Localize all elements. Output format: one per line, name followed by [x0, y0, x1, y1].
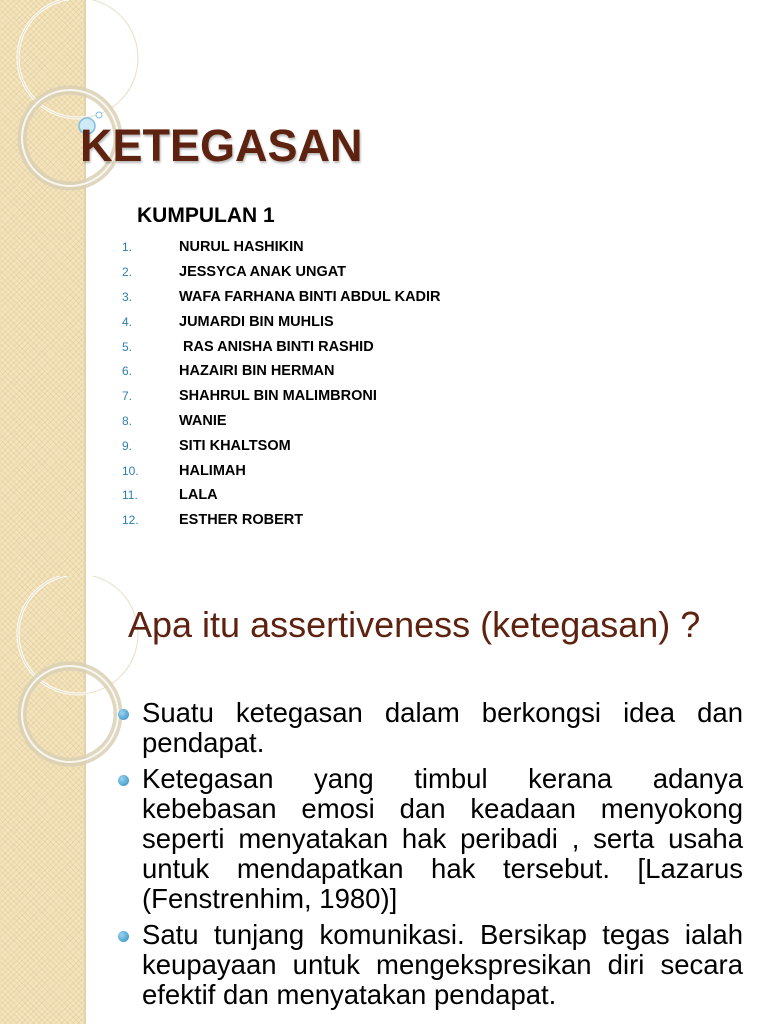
slide-title: KETEGASAN: [80, 120, 363, 171]
list-number: 6.: [122, 364, 133, 379]
member-name: WANIE: [179, 412, 227, 429]
list-item: [120, 334, 441, 359]
list-number: 11.: [122, 488, 138, 503]
member-name: RAS ANISHA BINTI RASHID: [179, 338, 374, 355]
list-item: [120, 384, 441, 409]
member-name: NURUL HASHIKIN: [179, 239, 304, 256]
list-number: 1.: [122, 240, 133, 255]
slide-title: Apa itu assertiveness (ketegasan) ?: [128, 604, 701, 645]
group-heading: KUMPULAN 1: [137, 204, 275, 227]
bullet-dot-icon: [118, 709, 129, 720]
member-name: LALA: [179, 487, 218, 504]
list-item: [120, 359, 441, 384]
list-number: 3.: [122, 289, 133, 304]
list-number: 12.: [122, 513, 139, 528]
list-number: 10.: [122, 463, 139, 478]
list-number: 4.: [122, 314, 133, 329]
member-name: JESSYCA ANAK UNGAT: [179, 264, 347, 281]
list-number: 5.: [122, 339, 133, 354]
list-item: [118, 764, 743, 914]
list-number: 8.: [122, 413, 133, 428]
list-number: 9.: [122, 438, 133, 453]
list-item: [120, 508, 441, 533]
list-item: [120, 483, 441, 508]
list-item: [120, 260, 441, 285]
member-name: HALIMAH: [179, 462, 246, 479]
bullet-text: Satu tunjang komunikasi. Bersikap tegas ialah keupayaan untuk mengekspresikan diri secara efektif dan menyatakan pendapat.: [142, 919, 743, 1010]
bullet-dot-icon: [118, 775, 129, 786]
member-name: WAFA FARHANA BINTI ABDUL KADIR: [179, 288, 441, 305]
list-item: [120, 285, 441, 310]
member-name: HAZAIRI BIN HERMAN: [179, 363, 335, 380]
list-item: [120, 433, 441, 458]
bullet-dot-icon: [118, 931, 129, 942]
member-list: [120, 235, 441, 533]
bullet-text: Suatu ketegasan dalam berkongsi idea dan pendapat.: [142, 697, 743, 758]
list-item: [120, 235, 441, 260]
list-item: [118, 698, 743, 758]
slide-apa-itu-assertiveness: [0, 576, 768, 1024]
member-name: SHAHRUL BIN MALIMBRONI: [179, 388, 377, 405]
member-name: SITI KHALTSOM: [179, 437, 291, 454]
list-number: 7.: [122, 389, 133, 404]
member-name: JUMARDI BIN MUHLIS: [179, 313, 334, 330]
list-number: 2.: [122, 265, 133, 280]
list-item: [120, 409, 441, 434]
list-item: [120, 309, 441, 334]
member-name: ESTHER ROBERT: [179, 512, 304, 529]
list-item: [118, 920, 743, 1010]
list-item: [120, 458, 441, 483]
bullet-text: Ketegasan yang timbul kerana adanya kebebasan emosi dan keadaan menyokong seperti menyatakan hak peribadi , serta usaha untuk mendapatkan hak tersebut. [Lazarus (Fenstrenhim, 1980)]: [142, 763, 743, 914]
bullet-list: [118, 698, 743, 1016]
decorative-rings-icon: [0, 0, 200, 220]
